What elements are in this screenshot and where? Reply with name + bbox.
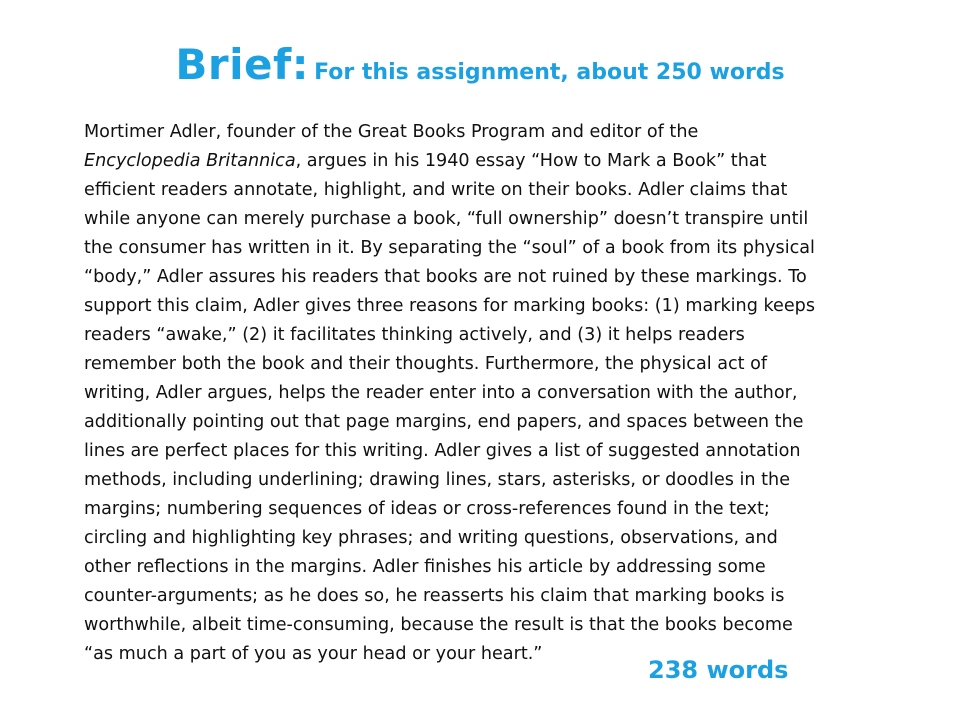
book-title-italic: Encyclopedia Britannica <box>84 151 296 171</box>
paragraph-line: efficient readers annotate, highlight, and write on their books. Adler claims that <box>84 180 788 200</box>
paragraph-line: additionally pointing out that page margins, end papers, and spaces between the <box>84 412 804 432</box>
paragraph-line: lines are perfect places for this writing. Adler gives a list of suggested annotation <box>84 441 801 461</box>
paragraph-line: remember both the book and their thoughts. Furthermore, the physical act of <box>84 354 768 374</box>
paragraph-line: “body,” Adler assures his readers that books are not ruined by these markings. To <box>84 267 807 287</box>
paragraph-line <box>84 147 914 176</box>
paragraph-line: writing, Adler argues, helps the reader enter into a conversation with the author, <box>84 383 798 403</box>
paragraph-line: methods, including underlining; drawing lines, stars, asterisks, or doodles in the <box>84 470 791 490</box>
word-count: 238 words <box>648 656 789 684</box>
summary-paragraph <box>84 118 914 669</box>
paragraph-line: while anyone can merely purchase a book, “full ownership” doesn’t transpire until <box>84 209 809 229</box>
paragraph-line-text: , argues in his 1940 essay “How to Mark a Book” that <box>295 151 767 171</box>
paragraph-line: margins; numbering sequences of ideas or cross-references found in the text; <box>84 499 770 519</box>
title-subtitle: For this assignment, about 250 words <box>314 60 785 85</box>
paragraph-line: “as much a part of you as your head or your heart.” <box>84 644 543 664</box>
paragraph-line: other reflections in the margins. Adler finishes his article by addressing some <box>84 557 766 577</box>
paragraph-line: readers “awake,” (2) it facilitates thinking actively, and (3) it helps readers <box>84 325 745 345</box>
paragraph-line: worthwhile, albeit time-consuming, because the result is that the books become <box>84 615 793 635</box>
paragraph-line: counter-arguments; as he does so, he reasserts his claim that marking books is <box>84 586 785 606</box>
paragraph-line: circling and highlighting key phrases; and writing questions, observations, and <box>84 528 778 548</box>
title-main: Brief: <box>175 40 310 89</box>
paragraph-line: Mortimer Adler, founder of the Great Books Program and editor of the <box>84 122 699 142</box>
paragraph-line: the consumer has written in it. By separating the “soul” of a book from its physical <box>84 238 815 258</box>
slide-title <box>0 40 960 89</box>
paragraph-line: support this claim, Adler gives three reasons for marking books: (1) marking keeps <box>84 296 815 316</box>
